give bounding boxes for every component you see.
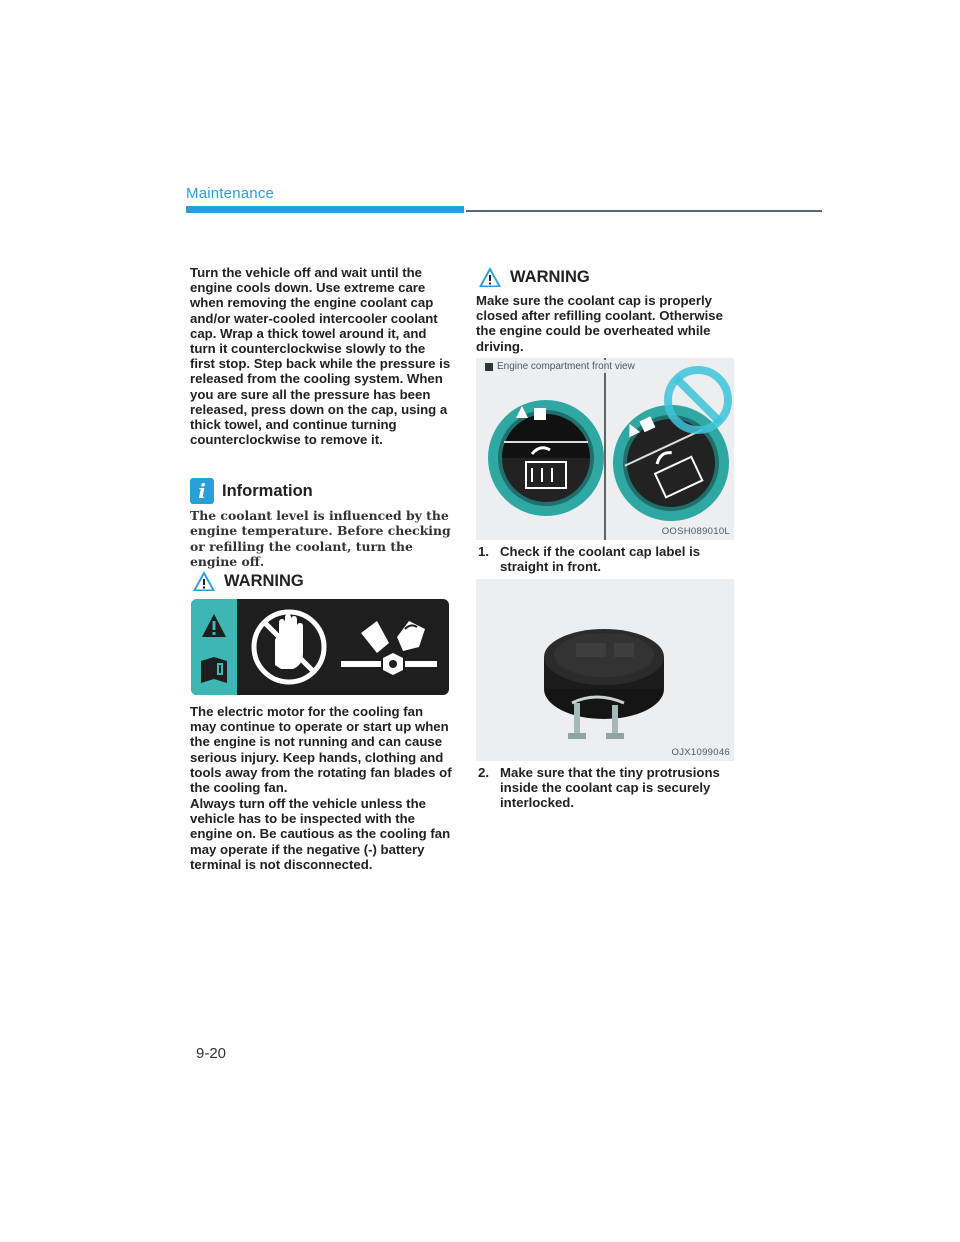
page-number: 9-20: [196, 1045, 227, 1062]
coolant-cap-underside: [544, 629, 664, 739]
warning-paragraph-1: The electric motor for the cooling fan may continue to operate or start up when the engine is not running and can cause serious injury. Keep hands, clothing and tools away from the rotating fan blades of the cooling fan.: [190, 704, 452, 796]
warning-heading-left: WARNING: [192, 569, 304, 593]
coolant-cap-correct: [488, 400, 604, 516]
figure-caption: Engine compartment front view: [482, 360, 638, 373]
coolant-cap-incorrect: [594, 386, 734, 540]
figure-code: OOSH089010L: [661, 526, 730, 537]
figure-coolant-cap: [476, 579, 734, 761]
information-heading: i Information: [190, 478, 313, 504]
header-rule-accent: [186, 206, 464, 213]
information-icon: i: [190, 478, 214, 504]
step-1: [478, 544, 732, 574]
information-text: The coolant level is influenced by the engine temperature. Before checking or refilling the coolant, turn the engine off.: [190, 508, 451, 570]
section-title: Maintenance: [186, 185, 275, 202]
step-number: 2.: [478, 765, 489, 780]
step-number: 1.: [478, 544, 489, 559]
figure-code: OJX1099046: [671, 747, 730, 758]
step-2: [478, 765, 732, 811]
header-rule: [466, 210, 822, 212]
step-text: Check if the coolant cap label is straight in front.: [500, 544, 701, 575]
square-bullet-icon: [485, 363, 493, 371]
warning-triangle-icon: [192, 569, 216, 593]
figure-engine-compartment: [476, 358, 734, 540]
coolant-cap-warning-text: Make sure the coolant cap is properly closed after refilling coolant. Otherwise the engine could be overheated while driving.: [476, 293, 723, 354]
step-text: Make sure that the tiny protrusions inside the coolant cap is securely interlocked.: [500, 765, 720, 811]
warning-heading-right: WARNING: [478, 265, 590, 289]
fan-warning-label: [191, 599, 449, 695]
warning-triangle-icon: [478, 265, 502, 289]
intro-paragraph: Turn the vehicle off and wait until the engine cools down. Use extreme care when removing the engine coolant cap and/or water-cooled intercooler coolant cap. Wrap a thick towel around it, and turn it counterclockwise slowly to the first stop. Step back while the pressure is released from the cooling system. When you are sure all the pressure has been released, press down on the cap, using a thick towel, and continue turning counterclockwise to remove it.: [190, 265, 451, 448]
warning-paragraph-2: Always turn off the vehicle unless the vehicle has to be inspected with the engine on. Be cautious as the cooling fan may operate if the negative (-) battery terminal is not disconnected.: [190, 796, 451, 872]
